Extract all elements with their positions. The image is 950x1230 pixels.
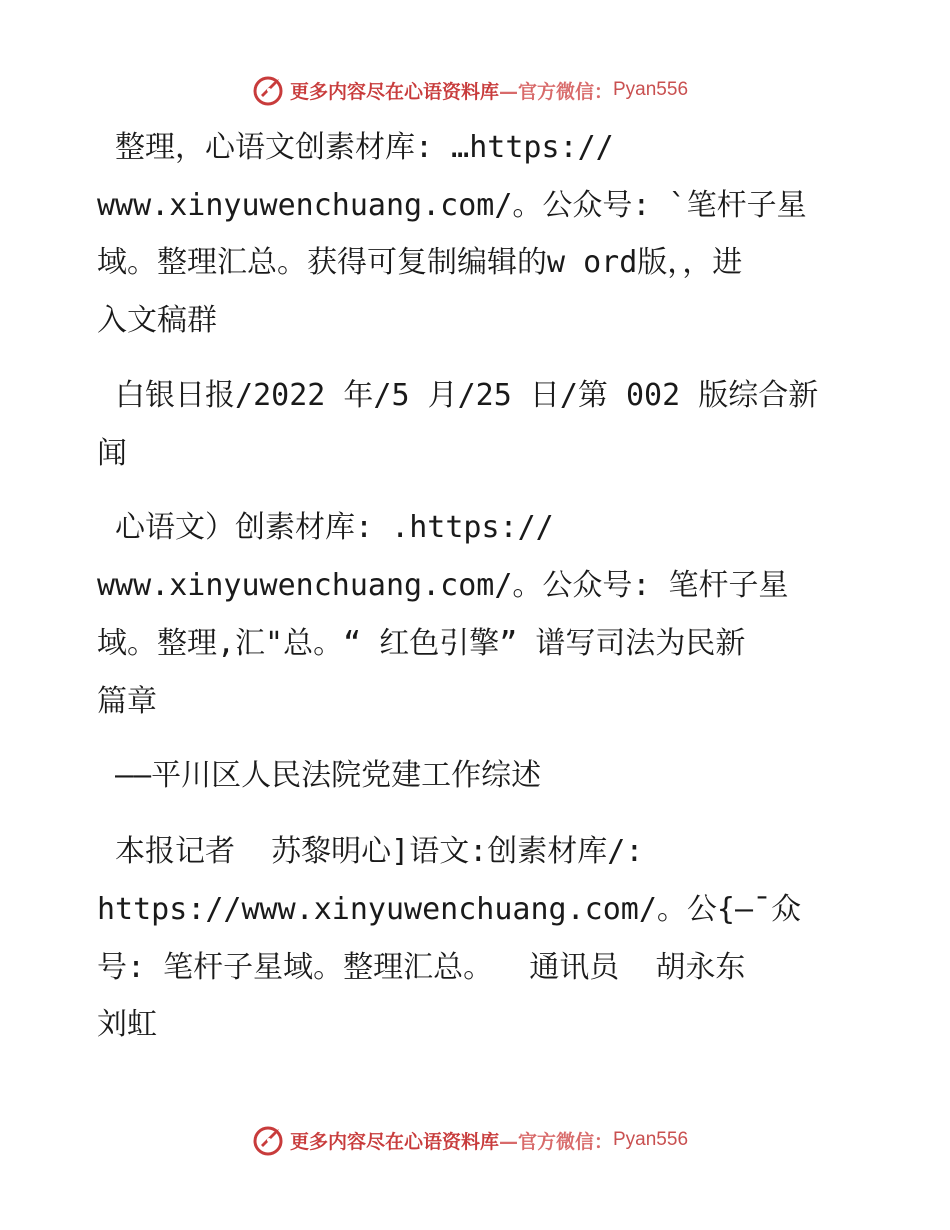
- footer-banner: [0, 1120, 950, 1160]
- text-line: 心语文）创素材库: .https://: [97, 510, 554, 545]
- banner-text-wechat-label: —官方微信：: [498, 80, 613, 103]
- text-line: https://www.xinyuwenchuang.com/。公{—¯众: [97, 892, 802, 927]
- text-line: 域。整理,汇"总。“ 红色引擎” 谱写司法为民新: [97, 626, 746, 661]
- text-line: 刘虹: [97, 1007, 157, 1042]
- text-line: 篇章: [97, 684, 157, 719]
- text-line: 白银日报/2022 年/5 月/25 日/第 002 版综合新: [97, 378, 819, 413]
- text-line: 闻: [97, 436, 127, 471]
- pen-logo-icon: [252, 1123, 286, 1157]
- banner-text-main: 更多内容尽在心语资料库: [289, 1130, 499, 1153]
- text-line: www.xinyuwenchuang.com/。公众号: 笔杆子星: [97, 568, 789, 603]
- text-line: 域。整理汇总。获得可复制编辑的w ord版，，进: [97, 245, 743, 280]
- header-banner: [0, 70, 950, 110]
- text-line: 本报记者 苏黎明心]语文:创素材库/:: [97, 834, 644, 869]
- banner-text-wechat-id: Pyan556: [613, 1129, 689, 1150]
- text-line: 入文稿群: [97, 303, 217, 338]
- text-line: www.xinyuwenchuang.com/。公众号: `笔杆子星: [97, 188, 807, 223]
- banner-text-wechat-id: Pyan556: [613, 79, 689, 100]
- text-line: ——平川区人民法院党建工作综述: [97, 758, 542, 793]
- banner-text-wechat-label: —官方微信：: [498, 1130, 613, 1153]
- pen-logo-icon: [252, 73, 286, 107]
- banner-text-main: 更多内容尽在心语资料库: [289, 80, 499, 103]
- text-line: 整理，心语文创素材库: …https://: [97, 130, 614, 165]
- text-line: 号: 笔杆子星域。整理汇总。 通讯员 胡永东: [97, 950, 746, 985]
